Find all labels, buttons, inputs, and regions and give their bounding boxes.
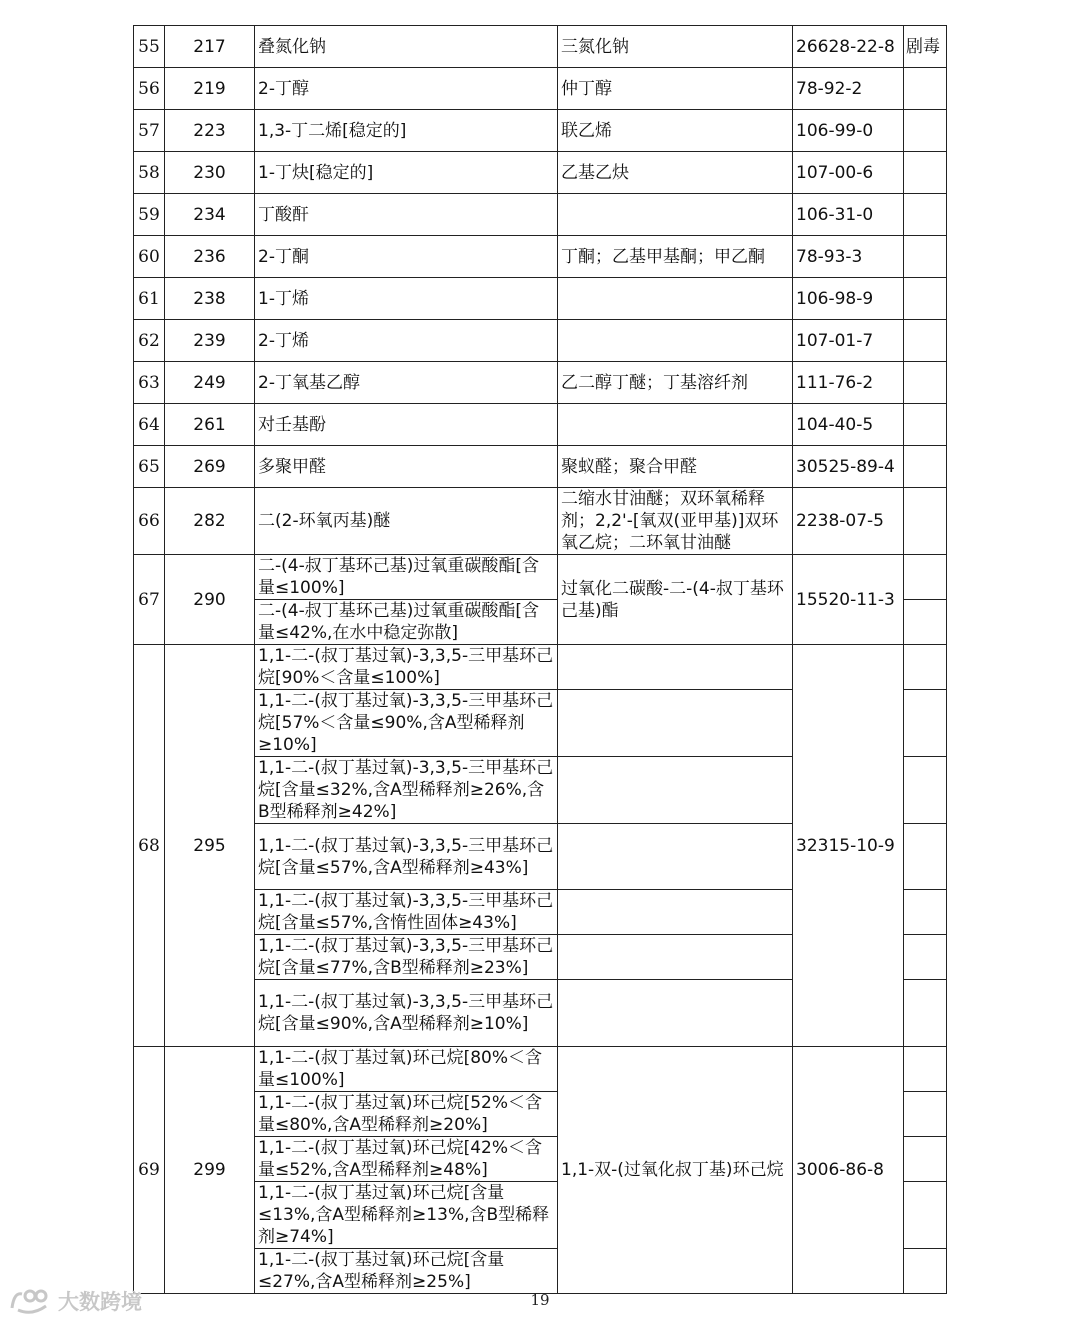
row-catalog-number: 299 [165,1047,255,1294]
cas-number: 111-76-2 [793,362,904,404]
table-row [134,26,947,68]
row-sequence: 61 [134,278,165,320]
chemical-alias: 过氧化二碳酸-二-(4-叔丁基环己基)酯 [558,555,793,645]
chemical-alias [558,645,793,690]
row-catalog-number: 282 [165,488,255,555]
cas-number: 104-40-5 [793,404,904,446]
row-catalog-number: 223 [165,110,255,152]
cas-number: 2238-07-5 [793,488,904,555]
table-row [134,446,947,488]
row-sequence: 56 [134,68,165,110]
chemical-alias [558,320,793,362]
chemical-name: 2-丁醇 [255,68,558,110]
row-catalog-number: 238 [165,278,255,320]
chemical-name: 1,1-二-(叔丁基过氧)环己烷[含量≤27%,含A型稀释剂≥25%] [255,1249,558,1294]
chemical-alias: 聚蚁醛；聚合甲醛 [558,446,793,488]
row-sequence: 59 [134,194,165,236]
table-row [134,236,947,278]
row-note [904,1182,947,1249]
chemical-alias: 丁酮；乙基甲基酮；甲乙酮 [558,236,793,278]
chemical-name: 二-(4-叔丁基环己基)过氧重碳酸酯[含量≤42%,在水中稳定弥散] [255,600,558,645]
chemical-alias [558,690,793,757]
chemical-alias [558,890,793,935]
row-note [904,278,947,320]
table-row [134,555,947,600]
row-catalog-number: 239 [165,320,255,362]
row-note [904,1092,947,1137]
chemical-name: 1,1-二-(叔丁基过氧)-3,3,5-三甲基环己烷[57%＜含量≤90%,含A型稀释剂≥10%] [255,690,558,757]
chemical-alias: 乙基乙炔 [558,152,793,194]
chemical-alias [558,980,793,1047]
row-note [904,1047,947,1092]
chemical-alias: 乙二醇丁醚；丁基溶纤剂 [558,362,793,404]
row-note [904,236,947,278]
chemical-alias: 1,1-双-(过氧化叔丁基)环己烷 [558,1047,793,1294]
row-sequence: 66 [134,488,165,555]
watermark-logo-icon [8,1286,54,1316]
row-note [904,757,947,824]
table-row [134,404,947,446]
row-sequence: 63 [134,362,165,404]
row-sequence: 62 [134,320,165,362]
row-note [904,152,947,194]
row-note [904,194,947,236]
chemical-name: 1,1-二-(叔丁基过氧)-3,3,5-三甲基环己烷[含量≤90%,含A型稀释剂≥10%] [255,980,558,1047]
table-row [134,278,947,320]
row-note [904,320,947,362]
chemical-name: 叠氮化钠 [255,26,558,68]
page-number: 19 [530,1291,550,1309]
watermark-text: 大数跨境 [58,1290,142,1314]
chemical-alias [558,935,793,980]
chemical-alias: 三氮化钠 [558,26,793,68]
row-note [904,645,947,690]
row-sequence: 60 [134,236,165,278]
row-note [904,68,947,110]
chemical-name: 1,1-二-(叔丁基过氧)-3,3,5-三甲基环己烷[含量≤57%,含A型稀释剂≥43%] [255,824,558,890]
cas-number: 26628-22-8 [793,26,904,68]
cas-number: 106-98-9 [793,278,904,320]
row-note [904,555,947,600]
chemical-name: 二-(4-叔丁基环己基)过氧重碳酸酯[含量≤100%] [255,555,558,600]
row-sequence: 57 [134,110,165,152]
row-note [904,404,947,446]
table-row [134,320,947,362]
row-note [904,446,947,488]
row-catalog-number: 249 [165,362,255,404]
row-note [904,824,947,890]
chemical-name: 1,1-二-(叔丁基过氧)-3,3,5-三甲基环己烷[90%＜含量≤100%] [255,645,558,690]
chemical-name: 二(2-环氧丙基)醚 [255,488,558,555]
table-row [134,488,947,555]
table-row [134,645,947,690]
chemical-name: 2-丁氧基乙醇 [255,362,558,404]
table-row [134,1047,947,1092]
cas-number: 106-99-0 [793,110,904,152]
table-row [134,362,947,404]
chemical-alias [558,757,793,824]
chemical-name: 1,3-丁二烯[稳定的] [255,110,558,152]
table-row [134,152,947,194]
row-catalog-number: 230 [165,152,255,194]
table-row [134,194,947,236]
cas-number: 3006-86-8 [793,1047,904,1294]
chemical-name: 多聚甲醛 [255,446,558,488]
row-note [904,1249,947,1294]
chemical-name: 1,1-二-(叔丁基过氧)环己烷[52%＜含量≤80%,含A型稀释剂≥20%] [255,1092,558,1137]
chemical-name: 丁酸酐 [255,194,558,236]
row-catalog-number: 269 [165,446,255,488]
row-sequence: 69 [134,1047,165,1294]
watermark [8,1284,142,1318]
row-note [904,890,947,935]
row-sequence: 55 [134,26,165,68]
row-note [904,488,947,555]
row-sequence: 65 [134,446,165,488]
chemical-alias: 二缩水甘油醚；双环氧稀释剂；2,2'-[氧双(亚甲基)]双环氧乙烷；二环氧甘油醚 [558,488,793,555]
row-note [904,600,947,645]
cas-number: 15520-11-3 [793,555,904,645]
row-sequence: 67 [134,555,165,645]
chemical-name: 2-丁酮 [255,236,558,278]
cas-number: 78-92-2 [793,68,904,110]
row-catalog-number: 217 [165,26,255,68]
row-catalog-number: 236 [165,236,255,278]
chemical-name: 1,1-二-(叔丁基过氧)环己烷[含量≤13%,含A型稀释剂≥13%,含B型稀释剂≥74%] [255,1182,558,1249]
chemical-name: 1,1-二-(叔丁基过氧)环己烷[42%＜含量≤52%,含A型稀释剂≥48%] [255,1137,558,1182]
chemical-name: 1-丁炔[稳定的] [255,152,558,194]
cas-number: 107-00-6 [793,152,904,194]
chemical-alias [558,824,793,890]
row-catalog-number: 295 [165,645,255,1047]
chemical-alias: 仲丁醇 [558,68,793,110]
row-note [904,110,947,152]
row-note [904,362,947,404]
chemical-alias [558,278,793,320]
chemical-name: 2-丁烯 [255,320,558,362]
row-note: 剧毒 [904,26,947,68]
row-sequence: 64 [134,404,165,446]
table-row [134,110,947,152]
row-catalog-number: 234 [165,194,255,236]
cas-number: 78-93-3 [793,236,904,278]
row-note [904,980,947,1047]
row-note [904,1137,947,1182]
chemical-name: 1,1-二-(叔丁基过氧)-3,3,5-三甲基环己烷[含量≤57%,含惰性固体≥43%] [255,890,558,935]
chemical-name: 1-丁烯 [255,278,558,320]
chemical-alias [558,194,793,236]
cas-number: 30525-89-4 [793,446,904,488]
row-catalog-number: 219 [165,68,255,110]
row-sequence: 68 [134,645,165,1047]
cas-number: 32315-10-9 [793,645,904,1047]
row-catalog-number: 290 [165,555,255,645]
cas-number: 106-31-0 [793,194,904,236]
chemical-name: 1,1-二-(叔丁基过氧)-3,3,5-三甲基环己烷[含量≤32%,含A型稀释剂≥26%,含B型稀释剂≥42%] [255,757,558,824]
cas-number: 107-01-7 [793,320,904,362]
row-note [904,690,947,757]
chemical-alias: 联乙烯 [558,110,793,152]
chemical-table [133,25,947,1294]
row-catalog-number: 261 [165,404,255,446]
chemical-alias [558,404,793,446]
chemical-name: 1,1-二-(叔丁基过氧)-3,3,5-三甲基环己烷[含量≤77%,含B型稀释剂≥23%] [255,935,558,980]
chemical-name: 对壬基酚 [255,404,558,446]
row-sequence: 58 [134,152,165,194]
chemical-name: 1,1-二-(叔丁基过氧)环己烷[80%＜含量≤100%] [255,1047,558,1092]
row-note [904,935,947,980]
table-row [134,68,947,110]
